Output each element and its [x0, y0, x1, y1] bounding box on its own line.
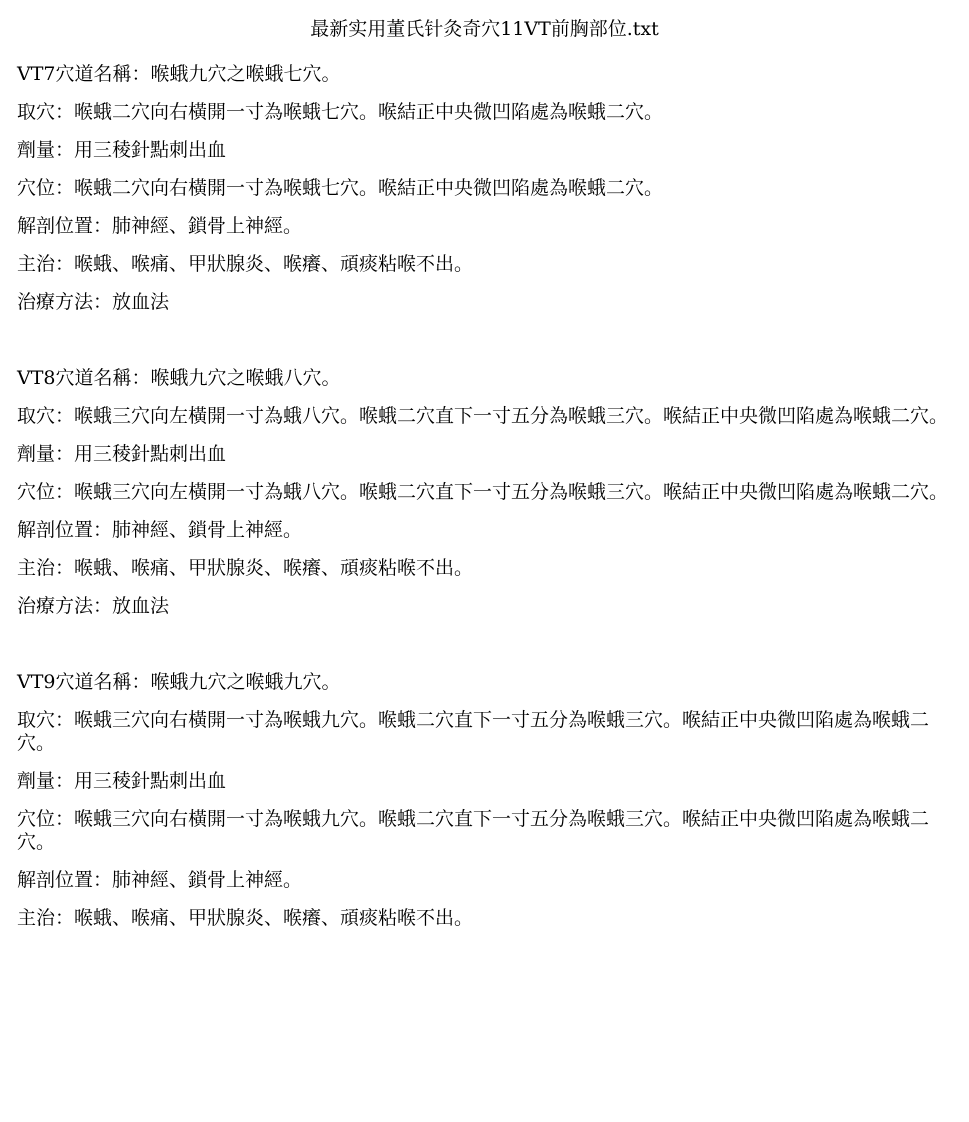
- paragraph: 穴位：喉蛾三穴向右橫開一寸為喉蛾九穴。喉蛾二穴直下一寸五分為喉蛾三穴。喉結正中央微凹陷處為喉蛾二穴。: [17, 808, 930, 853]
- paragraph: 主治：喉蛾、喉痛、甲狀腺炎、喉癢、頑痰粘喉不出。: [17, 253, 474, 275]
- document-title: 最新实用董氏针灸奇穴11VT前胸部位.txt: [310, 18, 659, 40]
- paragraph: 穴位：喉蛾三穴向左橫開一寸為蛾八穴。喉蛾二穴直下一寸五分為喉蛾三穴。喉結正中央微凹陷處為喉蛾二穴。: [17, 481, 949, 503]
- paragraph: 取穴：喉蛾二穴向右橫開一寸為喉蛾七穴。喉結正中央微凹陷處為喉蛾二穴。: [17, 101, 664, 123]
- paragraph: VT8穴道名稱：喉蛾九穴之喉蛾八穴。: [17, 367, 341, 389]
- paragraph: VT9穴道名稱：喉蛾九穴之喉蛾九穴。: [17, 671, 341, 693]
- paragraph: 主治：喉蛾、喉痛、甲狀腺炎、喉癢、頑痰粘喉不出。: [17, 907, 474, 929]
- paragraph: 劑量：用三稜針點刺出血: [17, 443, 227, 465]
- paragraph: 劑量：用三稜針點刺出血: [17, 770, 227, 792]
- paragraph: 解剖位置：肺神經、鎖骨上神經。: [17, 869, 303, 891]
- paragraph: 治療方法：放血法: [17, 595, 170, 617]
- paragraph: 取穴：喉蛾三穴向右橫開一寸為喉蛾九穴。喉蛾二穴直下一寸五分為喉蛾三穴。喉結正中央微凹陷處為喉蛾二穴。: [17, 709, 930, 754]
- blank-line: [17, 633, 957, 656]
- paragraph: VT7穴道名稱：喉蛾九穴之喉蛾七穴。: [17, 63, 341, 85]
- paragraph: 主治：喉蛾、喉痛、甲狀腺炎、喉癢、頑痰粘喉不出。: [17, 557, 474, 579]
- paragraph: 取穴：喉蛾三穴向左橫開一寸為蛾八穴。喉蛾二穴直下一寸五分為喉蛾三穴。喉結正中央微凹陷處為喉蛾二穴。: [17, 405, 949, 427]
- paragraph: 治療方法：放血法: [17, 291, 170, 313]
- paragraph: 劑量：用三稜針點刺出血: [17, 139, 227, 161]
- blank-line: [17, 329, 957, 352]
- document-body: [17, 63, 957, 945]
- paragraph: 穴位：喉蛾二穴向右橫開一寸為喉蛾七穴。喉結正中央微凹陷處為喉蛾二穴。: [17, 177, 664, 199]
- paragraph: 解剖位置：肺神經、鎖骨上神經。: [17, 519, 303, 541]
- paragraph: 解剖位置：肺神經、鎖骨上神經。: [17, 215, 303, 237]
